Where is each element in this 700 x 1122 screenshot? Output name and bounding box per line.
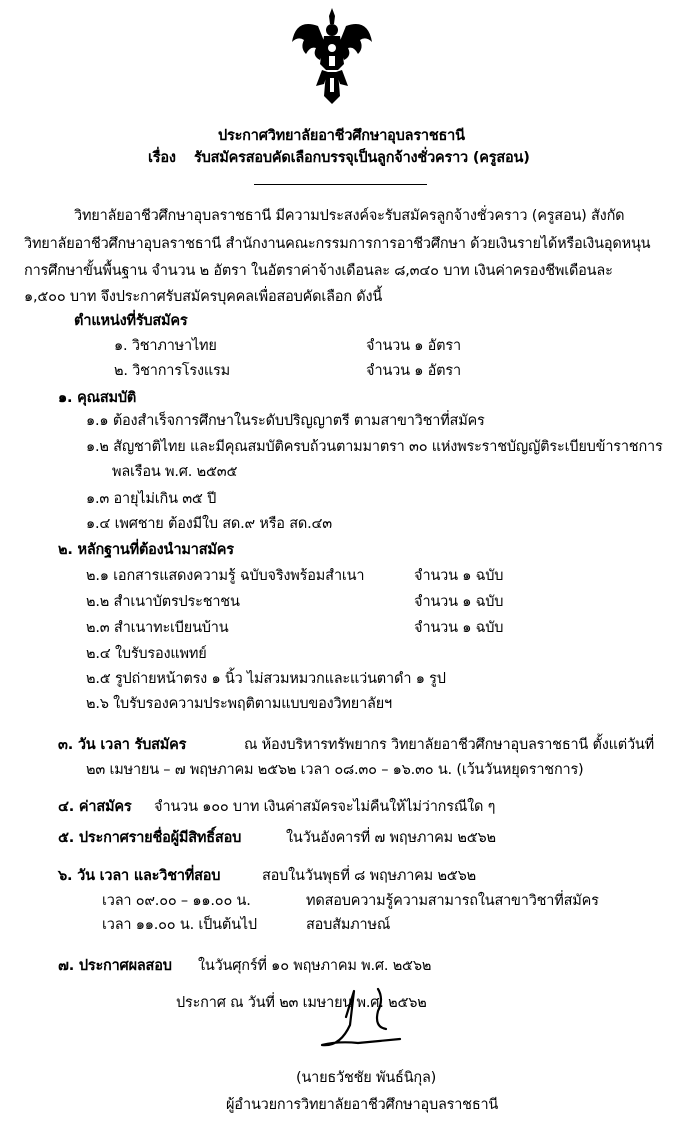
signer-name: (นายธวัชชัย พันธ์นิกุล) xyxy=(296,1070,437,1086)
results-text: ในวันศุกร์ที่ ๑๐ พฤษภาคม พ.ศ. ๒๕๖๒ xyxy=(198,958,432,974)
intro-line-4: ๑,๕๐๐ บาท จึงประกาศรับสมัครบุคคลเพื่อสอบคัดเลือก ดังนี้ xyxy=(24,289,383,305)
signer-title: ผู้อำนวยการวิทยาลัยอาชีวศึกษาอุบลราชธานี xyxy=(226,1097,499,1113)
position-count: จำนวน ๑ อัตรา xyxy=(366,363,461,379)
fee-heading: ๔. ค่าสมัคร xyxy=(58,799,132,815)
document-item: ๒.๑ เอกสารแสดงความรู้ ฉบับจริงพร้อมสำเนา xyxy=(86,568,365,584)
qualification-item: ๑.๔ เพศชาย ต้องมีใบ สด.๙ หรือ สด.๔๓ xyxy=(86,516,332,532)
qualification-item: ๑.๑ ต้องสำเร็จการศึกษาในระดับปริญญาตรี ตามสาขาวิชาที่สมัคร xyxy=(86,413,485,429)
results-heading: ๗. ประกาศผลสอบ xyxy=(58,958,172,974)
subject-label: เรื่อง xyxy=(148,150,176,166)
document-item: ๒.๖ ใบรับรองความประพฤติตามแบบของวิทยาลัยฯ xyxy=(86,696,392,712)
eligible-list-heading: ๕. ประกาศรายชื่อผู้มีสิทธิ์สอบ xyxy=(58,830,242,846)
intro-line-1: วิทยาลัยอาชีวศึกษาอุบลราชธานี มีความประสงค์จะรับสมัครลูกจ้างชั่วคราว (ครูสอน) สังกัด xyxy=(74,208,625,224)
title-underline xyxy=(254,184,427,185)
position-label: ๒. วิชาการโรงแรม xyxy=(114,363,230,379)
position-count: จำนวน ๑ อัตรา xyxy=(366,338,461,354)
exam-time: เวลา ๑๑.๐๐ น. เป็นต้นไป xyxy=(102,917,257,933)
document-title: ประกาศวิทยาลัยอาชีวศึกษาอุบลราชธานี xyxy=(218,128,465,144)
application-heading: ๓. วัน เวลา รับสมัคร xyxy=(58,737,187,753)
intro-line-3: การศึกษาขั้นพื้นฐาน จำนวน ๒ อัตรา ในอัตราค่าจ้างเดือนละ ๘,๓๔๐ บาท เงินค่าครองชีพเดือนละ xyxy=(24,263,613,279)
application-text-2: ๒๓ เมษายน – ๗ พฤษภาคม ๒๕๖๒ เวลา ๐๘.๓๐ – ๑๖.๓๐ น. (เว้นวันหยุดราชการ) xyxy=(86,762,584,778)
qualification-item-cont: พลเรือน พ.ศ. ๒๕๓๕ xyxy=(112,464,238,480)
exam-time: เวลา ๐๙.๐๐ – ๑๑.๐๐ น. xyxy=(102,893,251,909)
document-item: ๒.๓ สำเนาทะเบียนบ้าน xyxy=(86,620,229,636)
document-item: ๒.๔ ใบรับรองแพทย์ xyxy=(86,646,207,662)
exam-heading: ๖. วัน เวลา และวิชาที่สอบ xyxy=(58,868,221,884)
position-label: ๑. วิชาภาษาไทย xyxy=(114,338,217,354)
qualification-item: ๑.๒ สัญชาติไทย และมีคุณสมบัติครบถ้วนตามมาตรา ๓๐ แห่งพระราชบัญญัติระเบียบข้าราชการ xyxy=(86,439,663,455)
document-count: จำนวน ๑ ฉบับ xyxy=(414,620,504,636)
subject-text: รับสมัครสอบคัดเลือกบรรจุเป็นลูกจ้างชั่วคราว (ครูสอน) xyxy=(194,150,530,166)
exam-text: สอบในวันพุธที่ ๘ พฤษภาคม ๒๕๖๒ xyxy=(262,868,476,884)
application-text: ณ ห้องบริหารทรัพยากร วิทยาลัยอาชีวศึกษาอุบลราชธานี ตั้งแต่วันที่ xyxy=(244,737,654,753)
qualifications-heading: ๑. คุณสมบัติ xyxy=(58,390,137,406)
garuda-emblem xyxy=(288,6,376,106)
document-item: ๒.๕ รูปถ่ายหน้าตรง ๑ นิ้ว ไม่สวมหมวกและแว่นตาดำ ๑ รูป xyxy=(86,671,446,687)
document-count: จำนวน ๑ ฉบับ xyxy=(414,594,504,610)
documents-heading: ๒. หลักฐานที่ต้องนำมาสมัคร xyxy=(58,542,234,558)
positions-heading: ตำแหน่งที่รับสมัคร xyxy=(74,313,188,329)
handwritten-signature xyxy=(300,985,410,1060)
document-item: ๒.๒ สำเนาบัตรประชาชน xyxy=(86,594,240,610)
intro-line-2: วิทยาลัยอาชีวศึกษาอุบลราชธานี สำนักงานคณะกรรมการการอาชีวศึกษา ด้วยเงินรายได้หรือเงินอุดหนุน xyxy=(24,236,651,252)
exam-subject: ทดสอบความรู้ความสามารถในสาขาวิชาที่สมัคร xyxy=(306,893,599,909)
eligible-list-text: ในวันอังคารที่ ๗ พฤษภาคม ๒๕๖๒ xyxy=(286,830,496,846)
exam-subject: สอบสัมภาษณ์ xyxy=(306,917,391,933)
fee-text: จำนวน ๑๐๐ บาท เงินค่าสมัครจะไม่คืนให้ไม่ว่ากรณีใด ๆ xyxy=(154,799,496,815)
announcement-date: ประกาศ ณ วันที่ ๒๓ เมษายน พ.ศ. ๒๕๖๒ xyxy=(176,995,427,1011)
qualification-item: ๑.๓ อายุไม่เกิน ๓๕ ปี xyxy=(86,491,217,507)
document-count: จำนวน ๑ ฉบับ xyxy=(414,568,504,584)
